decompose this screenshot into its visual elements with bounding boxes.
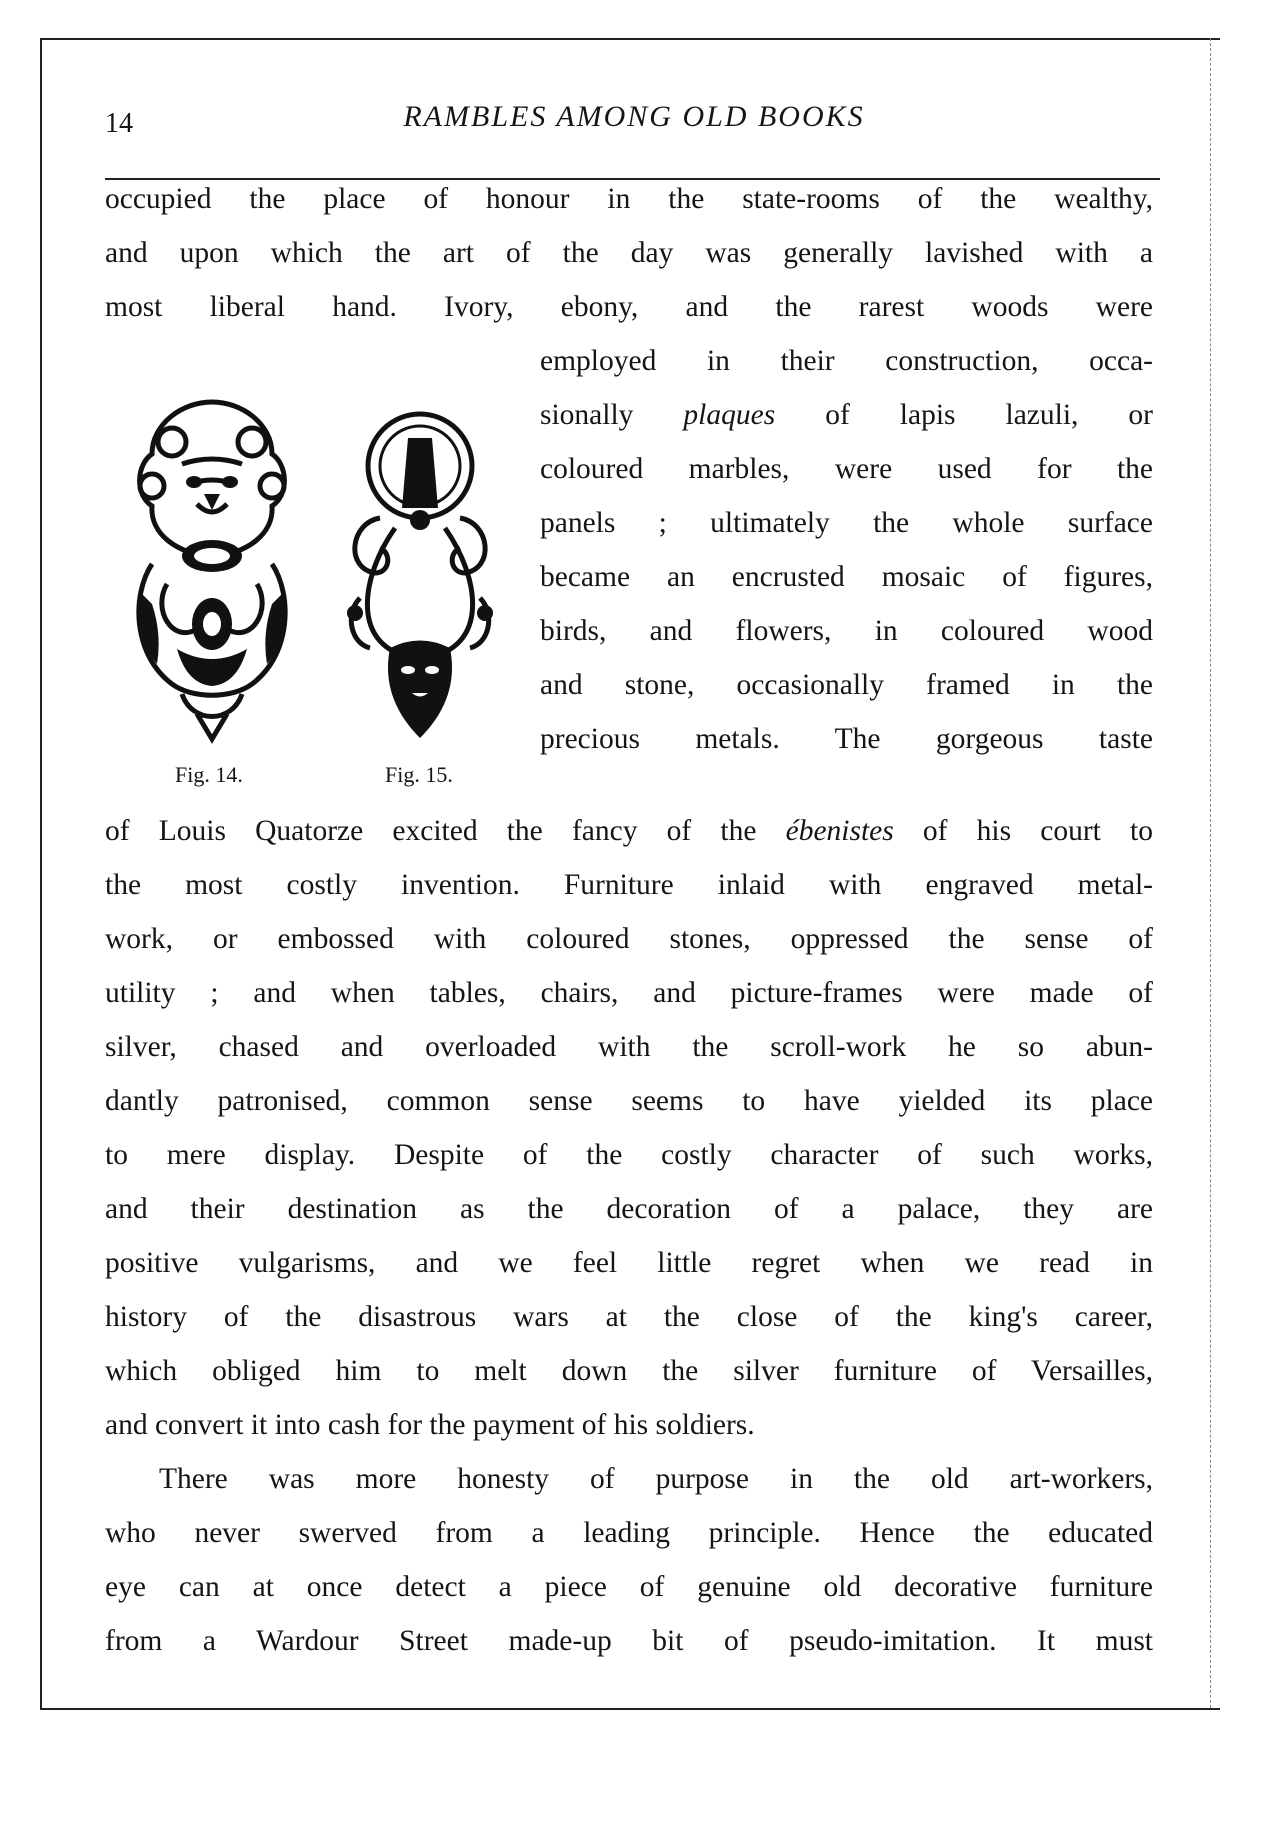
text-line: and stone, occasionally framed in the (540, 669, 1153, 701)
text-line: which obliged him to melt down the silver furniture of Versailles, (105, 1355, 1153, 1387)
text-line: became an encrusted mosaic of figures, (540, 561, 1153, 593)
text-line: sionally plaques of lapis lazuli, or (540, 399, 1153, 431)
text-line: precious metals. The gorgeous taste (540, 723, 1153, 755)
page-number: 14 (105, 108, 133, 139)
paragraph-1-bottom (105, 804, 1153, 1452)
text-line: dantly patronised, common sense seems to have yielded its place (105, 1085, 1153, 1117)
text-line: occupied the place of honour in the state-rooms of the wealthy, (105, 183, 1153, 215)
page-frame-top (40, 38, 1220, 40)
page-frame-left (40, 38, 42, 1708)
text-line: and upon which the art of the day was generally lavished with a (105, 237, 1153, 269)
text-line: of Louis Quatorze excited the fancy of the ébenistes of his court to (105, 815, 1154, 847)
text-line: and convert it into cash for the payment of his soldiers. (105, 1409, 755, 1441)
paragraph-1-side (540, 334, 1153, 766)
paragraph-2 (105, 1452, 1153, 1668)
text-line: eye can at once detect a piece of genuine old decorative furniture (105, 1571, 1153, 1603)
text-line: to mere display. Despite of the costly character of such works, (105, 1139, 1153, 1171)
text-line: the most costly invention. Furniture inlaid with engraved metal- (105, 869, 1153, 901)
text-line: utility ; and when tables, chairs, and picture-frames were made of (105, 977, 1153, 1009)
page-frame-bottom (40, 1708, 1220, 1710)
text-line: most liberal hand. Ivory, ebony, and the rarest woods were (105, 291, 1153, 323)
text-line: from a Wardour Street made-up bit of pseudo-imitation. It must (105, 1625, 1153, 1657)
text-line: There was more honesty of purpose in the old art-workers, (159, 1463, 1153, 1495)
italic-term: plaques (683, 399, 776, 431)
running-title: RAMBLES AMONG OLD BOOKS (403, 100, 865, 133)
figure-14-lion-knocker (112, 394, 312, 744)
text-line: birds, and flowers, in coloured wood (540, 615, 1153, 647)
text-line: work, or embossed with coloured stones, oppressed the sense of (105, 923, 1153, 955)
figure-15-caption: Fig. 15. (385, 762, 453, 787)
figure-15-mask-knocker (320, 408, 520, 748)
text-line: panels ; ultimately the whole surface (540, 507, 1153, 539)
text-line: positive vulgarisms, and we feel little regret when we read in (105, 1247, 1153, 1279)
italic-term: ébenistes (785, 815, 894, 847)
text-line: coloured marbles, were used for the (540, 453, 1153, 485)
figure-14-caption: Fig. 14. (175, 762, 243, 787)
page-frame-right (1210, 38, 1211, 1708)
text-line: and their destination as the decoration of a palace, they are (105, 1193, 1153, 1225)
text-line: silver, chased and overloaded with the scroll-work he so abun- (105, 1031, 1153, 1063)
text-line: history of the disastrous wars at the close of the king's career, (105, 1301, 1153, 1333)
paragraph-1-top (105, 172, 1153, 334)
text-line: who never swerved from a leading principle. Hence the educated (105, 1517, 1153, 1549)
text-line: employed in their construction, occa- (540, 345, 1153, 377)
